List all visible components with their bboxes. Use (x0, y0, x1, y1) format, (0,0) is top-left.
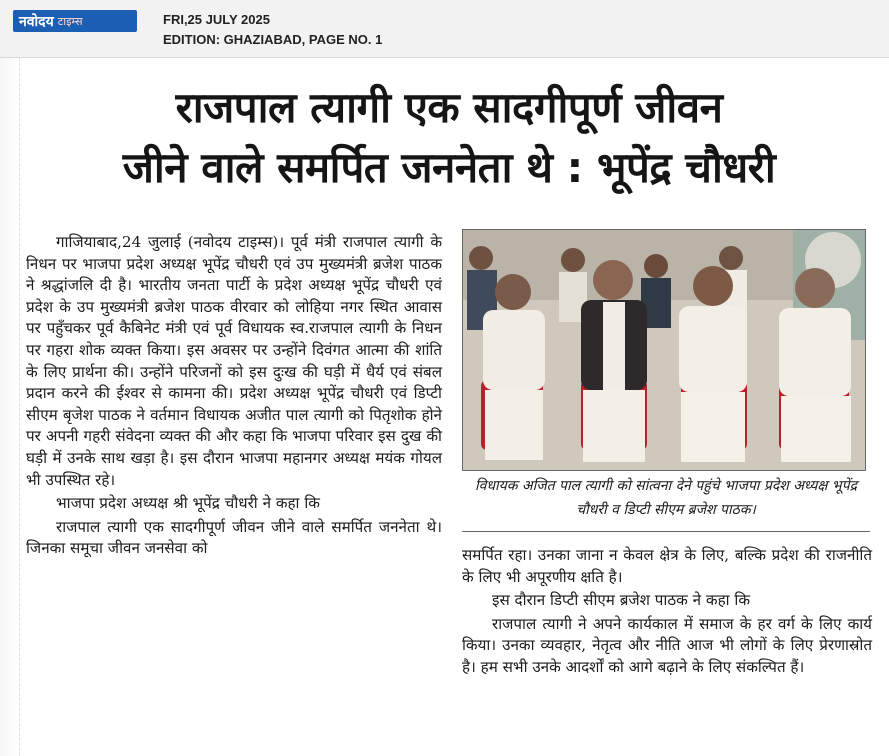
headline-line-1: राजपाल त्यागी एक सादगीपूर्ण जीवन (175, 83, 723, 132)
article-photo (462, 229, 866, 471)
edition-info: EDITION: GHAZIABAD, PAGE NO. 1 (163, 32, 383, 47)
headline-line-2: जीने वाले समर्पित जननेता थे : भूपेंद्र चौधरी (122, 143, 776, 192)
paragraph: राजपाल त्यागी एक सादगीपूर्ण जीवन जीने वाले समर्पित जननेता थे। जिनका समूचा जीवन जनसेवा को (26, 517, 442, 558)
paragraph: समर्पित रहा। उनका जाना न केवल क्षेत्र के लिए, बल्कि प्रदेश की राजनीति के लिए भी अपूरणीय क्षति है। (462, 546, 872, 586)
photo-illustration (463, 230, 866, 471)
photo-caption: विधायक अजित पाल त्यागी को सांत्वना देने पहुंचे भाजपा प्रदेश अध्यक्ष भूपेंद्र चौधरी व डिप्टी सीएम ब्रजेश पाठक। (474, 478, 858, 518)
edition-meta (163, 10, 382, 50)
article-headline (24, 78, 874, 198)
logo-main-text: नवोदय (19, 13, 54, 30)
paragraph: भाजपा प्रदेश अध्यक्ष श्री भूपेंद्र चौधरी ने कहा कि (56, 494, 320, 513)
article-left-column (26, 232, 442, 562)
paragraph: गाजियाबाद,24 जुलाई (नवोदय टाइम्स)। पूर्व मंत्री राजपाल त्यागी के निधन पर भाजपा प्रदेश अध्यक्ष भूपेंद्र चौधरी एवं उप मुख्यमंत्री ब्रजेश पाठक ने श्रद्धांजलि दी है। भारतीय जनता पार्टी के प्रदेश अध्यक्ष भूपेंद्र चौधरी एवं प्रदेश के उप मुख्यमंत्री ब्रजेश पाठक वीरवार को लोहिया नगर स्थित आवास पर पहुँचकर पूर्व कैबिनेट मंत्री एवं पूर्व विधायक स्व.राजपाल त्यागी के निधन पर गहरा शोक व्यक्त किया। इस अवसर पर उन्होंने दिवंगत आत्मा की शांति के लिए प्रार्थना की। उन्होंने परिजनों को इस दुःख की घड़ी में धैर्य एवं संबल प्रदान करने की ईश्वर से कामना की। प्रदेश अध्यक्ष भूपेंद्र चौधरी एवं डिप्टी सीएम बृजेश पाठक ने वर्तमान विधायक अजीत पाल त्यागी को पितृशोक होने पर अपनी गहरी संवेदना व्यक्त की और कहा कि भाजपा परिवार इस दुख की घड़ी में उनके साथ खड़ा है। इस दौरान भाजपा महानगर अध्यक्ष मयंक गोयल भी उपस्थित रहे। (26, 233, 442, 489)
issue-date: FRI,25 JULY 2025 (163, 12, 270, 27)
page-edge (0, 58, 20, 756)
logo-sub-text: टाइम्स (57, 14, 83, 28)
paragraph: इस दौरान डिप्टी सीएम ब्रजेश पाठक ने कहा कि (492, 591, 751, 610)
paragraph: राजपाल त्यागी ने अपने कार्यकाल में समाज के हर वर्ग के लिए कार्य किया। उनका व्यवहार, नेतृत्व और नीति आज भी लोगों के लिए प्रेरणास्रोत है। हम सभी उनके आदर्शों को आगे बढ़ाने के लिए संकल्पित हैं। (462, 614, 872, 676)
article-right-column (462, 545, 872, 681)
caption-divider (462, 531, 870, 532)
newspaper-logo[interactable] (13, 10, 137, 32)
page-header-bar (0, 0, 889, 58)
